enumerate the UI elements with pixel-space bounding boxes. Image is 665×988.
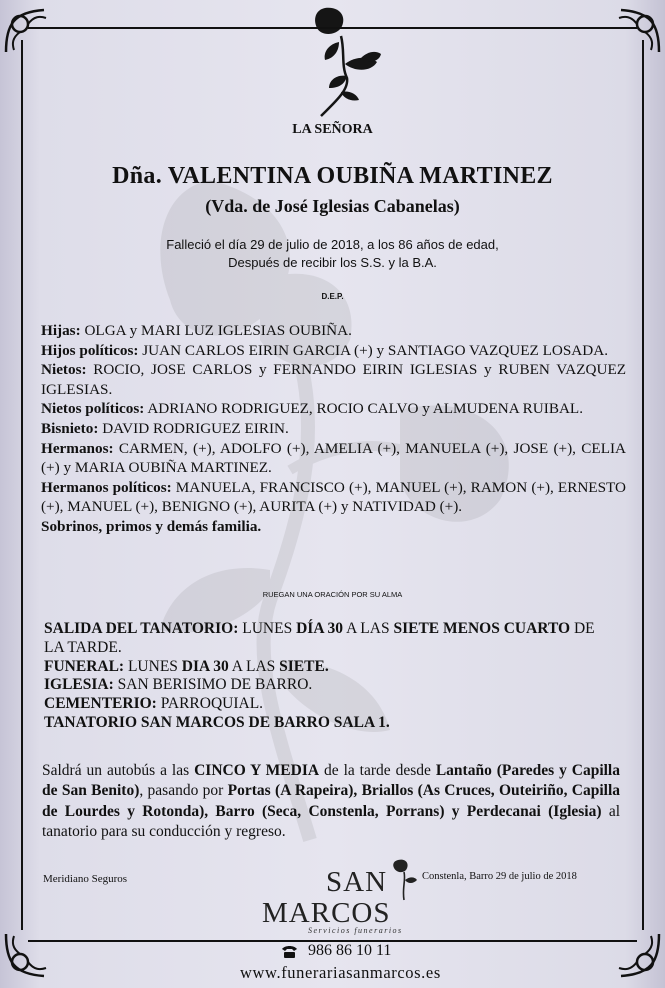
prayer-request: RUEGAN UNA ORACIÓN POR SU ALMA [262,590,403,599]
detail-label: CEMENTERIO: [44,695,157,713]
family-names: DAVID RODRIGUEZ EIRIN. [102,419,289,437]
detail-funeral [44,658,614,677]
dep-mark: D.E.P. [321,292,344,301]
intro-heading: LA SEÑORA [292,122,373,137]
corner-ornament-icon [0,930,52,982]
detail-tanatorio [44,714,614,733]
family-label: Nietos: [41,361,87,379]
family-list [41,321,626,537]
detail-cementerio [44,695,614,714]
rose-icon [305,6,385,118]
detail-iglesia [44,676,614,695]
detail-label: IGLESIA: [44,676,114,694]
bus-time: CINCO Y MEDIA [194,762,320,779]
logo-text-top: SAN [326,866,388,898]
family-names: JUAN CARLOS EIRIN GARCIA (+) y SANTIAGO VAZQUEZ LOSADA. [142,341,608,359]
website-link[interactable]: www.funerariasanmarcos.es [240,963,441,982]
family-closing [41,517,626,537]
detail-text: LUNES [242,620,293,637]
family-names: ADRIANO RODRIGUEZ, ROCIO CALVO y ALMUDENA RUIBAL. [147,400,583,418]
family-label: Hijos políticos: [41,341,139,359]
bus-text: , pasando por [139,782,224,800]
bus-text: Saldrá un autobús a las [42,762,190,779]
detail-text: TANATORIO SAN MARCOS DE BARRO SALA 1. [44,713,390,731]
family-label: Hijas: [41,322,81,339]
bus-route: Portas (A Rapeira), Briallos (As Cruces, Outeiriño, Capilla de Lourdes y Rotonda), Barro (Seca, Constenla, Porrans) y Perdecanai (Iglesia) [42,782,620,820]
bus-text: de la tarde desde [324,762,431,779]
family-entry-hermanos-politicos [41,478,626,517]
detail-text: PARROQUIAL. [160,695,264,713]
bus-notice [42,761,620,843]
corner-ornament-icon [0,4,52,56]
bus-origin: Lantaño (Paredes y Capilla de San Benito) [42,762,620,800]
family-entry-hijos-politicos [41,341,626,361]
family-entry-bisnieto [41,419,626,439]
family-entry-hermanos [41,439,626,478]
detail-text: LUNES [127,657,178,675]
detail-text: SIETE. [279,657,329,675]
service-details [44,620,614,733]
detail-text: A LAS [231,657,276,675]
corner-ornament-icon [613,4,665,56]
bus-text: al tanatorio para su conducción y regreso. [42,802,620,841]
family-label: Hermanos políticos: [41,478,172,496]
family-names: OLGA y MARI LUZ IGLESIAS OUBIÑA. [84,322,352,339]
widow-of: (Vda. de José Iglesias Cabanelas) [205,196,460,216]
detail-text: DIA 30 [181,657,229,675]
detail-label: SALIDA DEL TANATORIO: [44,620,239,637]
deceased-name: Dña. VALENTINA OUBIÑA MARTINEZ [112,163,553,189]
death-statement [0,236,665,272]
family-label: Nietos políticos: [41,400,145,418]
logo-text-bottom: MARCOS [262,897,391,929]
family-names: ROCIO, JOSE CARLOS y FERNANDO EIRIN IGLESIAS y RUBEN VAZQUEZ IGLESIAS. [41,361,627,398]
phone-icon [281,945,298,959]
detail-text: DÍA 30 [296,620,344,637]
family-names: CARMEN, (+), ADOLFO (+), AMELIA (+), MANUELA (+), JOSE (+), CELIA (+) y MARIA OUBIÑA MARTINEZ. [41,439,626,477]
logo-rose-icon [388,858,418,902]
detail-text: SAN BERISIMO DE BARRO. [117,676,313,694]
frame-top-rule [28,27,637,29]
family-closing-text: Sobrinos, primos y demás familia. [41,517,262,535]
family-label: Hermanos: [41,439,114,457]
family-names: MANUELA, FRANCISCO (+), MANUEL (+), RAMON (+), ERNESTO (+), MANUEL (+), BENIGNO (+), AURITA (+) y NATIVIDAD (+). [41,478,626,516]
phone-number: 986 86 10 11 [308,942,392,959]
death-line-2: Después de recibir los S.S. y la B.A. [228,255,437,270]
corner-ornament-icon [613,930,665,982]
detail-text: DE LA TARDE. [44,620,595,656]
family-label: Bisnieto: [41,419,99,437]
family-entry-nietos-politicos [41,399,626,419]
logo-subtitle: Servicios funerarios [308,926,403,935]
detail-label: FUNERAL: [44,657,125,675]
family-entry-nietos [41,360,626,399]
death-line-1: Falleció el día 29 de julio de 2018, a los 86 años de edad, [166,237,499,252]
insurer-name: Meridiano Seguros [43,873,128,885]
detail-text: SIETE MENOS CUARTO [393,620,571,637]
detail-salida [44,620,614,658]
place-date: Constenla, Barro 29 de julio de 2018 [422,871,577,882]
family-entry-hijas [41,321,626,341]
detail-text: A LAS [346,620,390,637]
